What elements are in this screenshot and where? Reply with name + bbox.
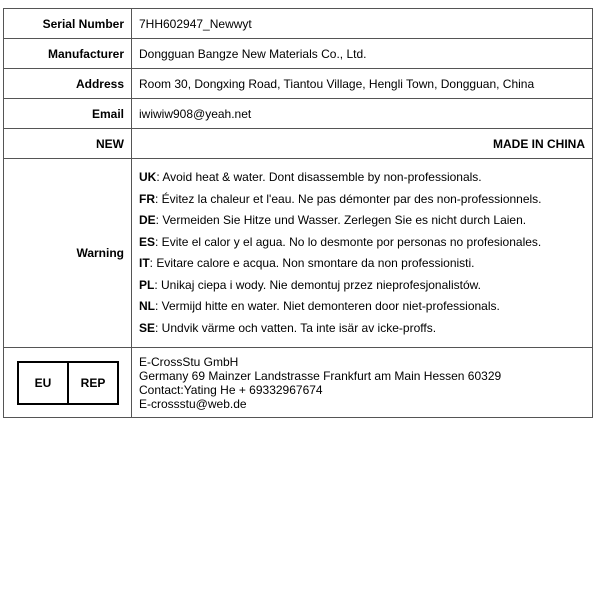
serial-number-value: 7HH602947_Newwyt — [132, 9, 593, 39]
warning-sentence: : Évitez la chaleur et l'eau. Ne pas démonter par des non-professionnels. — [155, 191, 542, 206]
lang-code: PL — [139, 277, 155, 292]
eu-rep-address: Germany 69 Mainzer Landstrasse Frankfurt am Main Hessen 60329 — [139, 368, 502, 383]
address-value: Room 30, Dongxing Road, Tiantou Village, Hengli Town, Dongguan, China — [132, 69, 593, 99]
warning-line-it — [139, 253, 585, 275]
eu-rep-badge — [17, 361, 119, 405]
lang-code: FR — [139, 191, 155, 206]
eu-rep-email: E-crossstu@web.de — [139, 396, 247, 411]
warning-text — [132, 159, 593, 348]
warning-row — [4, 159, 593, 348]
new-row — [4, 129, 593, 159]
warning-sentence: : Avoid heat & water. Dont disassemble by non-professionals. — [156, 170, 482, 184]
warning-sentence: : Evite el calor y el agua. No lo desmonte por personas no profesionales. — [155, 234, 542, 249]
email-value: iwiwiw908@yeah.net — [132, 99, 593, 129]
rep-badge-label: REP — [67, 363, 117, 403]
eu-rep-company: E-CrossStu GmbH — [139, 354, 239, 369]
warning-line-es — [139, 232, 585, 254]
serial-number-row — [4, 9, 593, 39]
eu-badge-label: EU — [34, 375, 52, 390]
eu-rep-contact: Contact:Yating He + 69332967674 — [139, 382, 323, 397]
product-info-table — [3, 8, 593, 418]
warning-sentence: : Undvik värme och vatten. Ta inte isär av icke-proffs. — [155, 320, 437, 335]
eu-rep-badge-cell — [4, 348, 132, 418]
warning-sentence: : Evitare calore e acqua. Non smontare da non professionisti. — [149, 256, 475, 270]
manufacturer-value: Dongguan Bangze New Materials Co., Ltd. — [132, 39, 593, 69]
warning-sentence: : Unikaj ciepa i wody. Nie demontuj przez nieprofesjonalistów. — [154, 277, 481, 292]
lang-code: ES — [139, 234, 156, 249]
email-row — [4, 99, 593, 129]
made-in-label: MADE IN CHINA — [132, 129, 593, 159]
warning-line-se — [139, 318, 585, 340]
warning-line-nl — [139, 296, 585, 318]
eu-rep-row — [4, 348, 593, 418]
lang-code: DE — [139, 213, 156, 227]
new-label: NEW — [4, 129, 132, 159]
manufacturer-row — [4, 39, 593, 69]
address-row — [4, 69, 593, 99]
warning-line-pl — [139, 275, 585, 297]
eu-rep-details — [132, 348, 593, 418]
lang-code: IT — [139, 256, 150, 270]
serial-number-label: Serial Number — [4, 9, 132, 39]
lang-code: NL — [139, 299, 155, 313]
warning-line-fr — [139, 189, 585, 211]
address-label: Address — [4, 69, 132, 99]
warning-line-de — [139, 210, 585, 232]
lang-code: UK — [139, 170, 157, 184]
manufacturer-label: Manufacturer — [4, 39, 132, 69]
lang-code: SE — [139, 320, 156, 335]
warning-label: Warning — [4, 159, 132, 348]
warning-line-uk — [139, 167, 585, 189]
warning-sentence: : Vermijd hitte en water. Niet demonteren door niet-professionals. — [155, 299, 500, 313]
email-label: Email — [4, 99, 132, 129]
warning-sentence: : Vermeiden Sie Hitze und Wasser. Zerlegen Sie es nicht durch Laien. — [155, 213, 527, 227]
